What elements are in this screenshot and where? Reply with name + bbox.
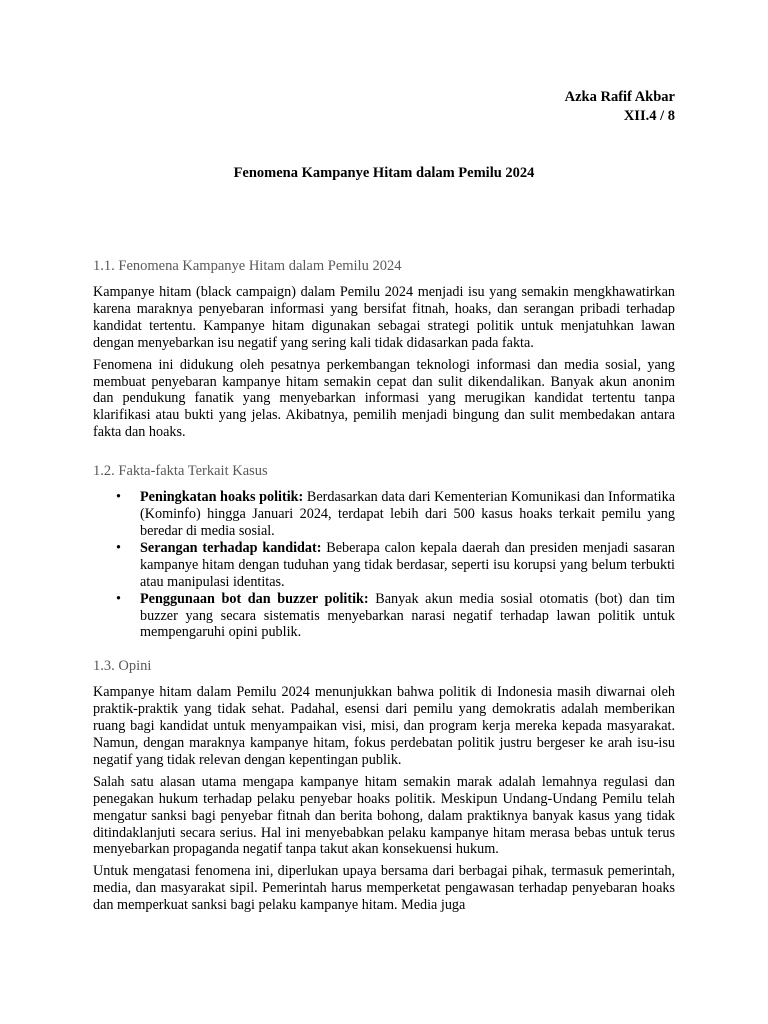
document-title: Fenomena Kampanye Hitam dalam Pemilu 2024 — [233, 165, 535, 181]
paragraph: Fenomena ini didukung oleh pesatnya perkembangan teknologi informasi dan media sosial, yang membuat penyebaran kampanye hitam semakin cepat dan sulit dikendalikan. Banyak akun anonim dan pendukung fanatik yang menyebarkan informasi yang merugikan kandidat tertentu tanpa klarifikasi atau bukti yang jelas. Akibatnya, pemilih menjadi bingung dan sulit membedakan antara fakta dan hoaks. — [93, 356, 675, 441]
list-item — [116, 590, 675, 642]
paragraph: Salah satu alasan utama mengapa kampanye hitam semakin marak adalah lemahnya regulasi dan penegakan hukum terhadap pelaku penyebar hoaks politik. Meskipun Undang-Undang Pemilu telah mengatur sanksi bagi penyebar fitnah dan berita bohong, dalam praktiknya banyak kasus yang tidak ditindaklanjuti secara serius. Hal ini menyebabkan pelaku kampanye hitam merasa bebas untuk terus menyebarkan propaganda negatif tanpa takut akan konsekuensi hukum. — [93, 773, 675, 858]
section-1-3 — [93, 657, 675, 914]
section-heading: 1.2. Fakta-fakta Terkait Kasus — [93, 463, 268, 480]
bullet-icon: • — [116, 590, 121, 607]
paragraph: Kampanye hitam dalam Pemilu 2024 menunjukkan bahwa politik di Indonesia masih diwarnai oleh praktik-praktik yang tidak sehat. Padahal, esensi dari pemilu yang demokratis adalah memberikan ruang bagi kandidat untuk menyampaikan visi, misi, dan program kerja mereka kepada masyarakat. Namun, dengan maraknya kampanye hitam, fokus perdebatan politik justru bergeser ke arah isu-isu negatif yang tidak relevan dengan kepentingan publik. — [93, 684, 675, 768]
author-block — [565, 88, 675, 126]
bullet-icon: • — [116, 489, 121, 506]
paragraph: Kampanye hitam (black campaign) dalam Pemilu 2024 menjadi isu yang semakin mengkhawatirkan karena maraknya penyebaran informasi yang bersifat fitnah, hoaks, dan serangan pribadi terhadap kandidat tertentu. Kampanye hitam digunakan sebagai strategi politik untuk menjatuhkan lawan dengan menyebarkan isu negatif yang sering kali tidak didasarkan pada fakta. — [93, 284, 675, 351]
author-class: XII.4 / 8 — [623, 108, 675, 124]
document-body — [93, 257, 675, 919]
author-name: Azka Rafif Akbar — [564, 89, 675, 105]
section-1-2 — [93, 462, 675, 641]
list-item-text: Banyak akun media sosial otomatis (bot) dan tim buzzer yang secara sistematis menyebarkan narasi negatif terhadap lawan politik untuk mempengaruhi opini publik. — [140, 590, 675, 641]
section-1-1 — [93, 257, 675, 441]
bullet-icon: • — [116, 539, 121, 556]
section-heading: 1.3. Opini — [93, 658, 152, 675]
list-item-term: Serangan terhadap kandidat: — [140, 539, 322, 556]
list-item-term: Penggunaan bot dan buzzer politik: — [140, 590, 369, 607]
list-item — [116, 539, 675, 591]
paragraph: Untuk mengatasi fenomena ini, diperlukan upaya bersama dari berbagai pihak, termasuk pemerintah, media, dan masyarakat sipil. Pemerintah harus memperketat pengawasan terhadap penyebaran hoaks dan memperkuat sanksi bagi pelaku kampanye hitam. Media juga — [93, 863, 675, 914]
list-item-text: Beberapa calon kepala daerah dan presiden menjadi sasaran kampanye hitam dengan tuduhan yang tidak berdasar, seperti isu korupsi yang belum terbukti atau manipulasi identitas. — [140, 539, 675, 590]
list-item — [116, 489, 675, 540]
facts-list — [93, 489, 675, 641]
list-item-text: Berdasarkan data dari Kementerian Komunikasi dan Informatika (Kominfo) hingga Januari 2024, terdapat lebih dari 500 kasus hoaks terkait pemilu yang beredar di media sosial. — [140, 489, 675, 539]
section-heading: 1.1. Fenomena Kampanye Hitam dalam Pemilu 2024 — [93, 258, 402, 274]
section-spacer — [93, 446, 675, 462]
list-item-term: Peningkatan hoaks politik: — [140, 489, 304, 506]
